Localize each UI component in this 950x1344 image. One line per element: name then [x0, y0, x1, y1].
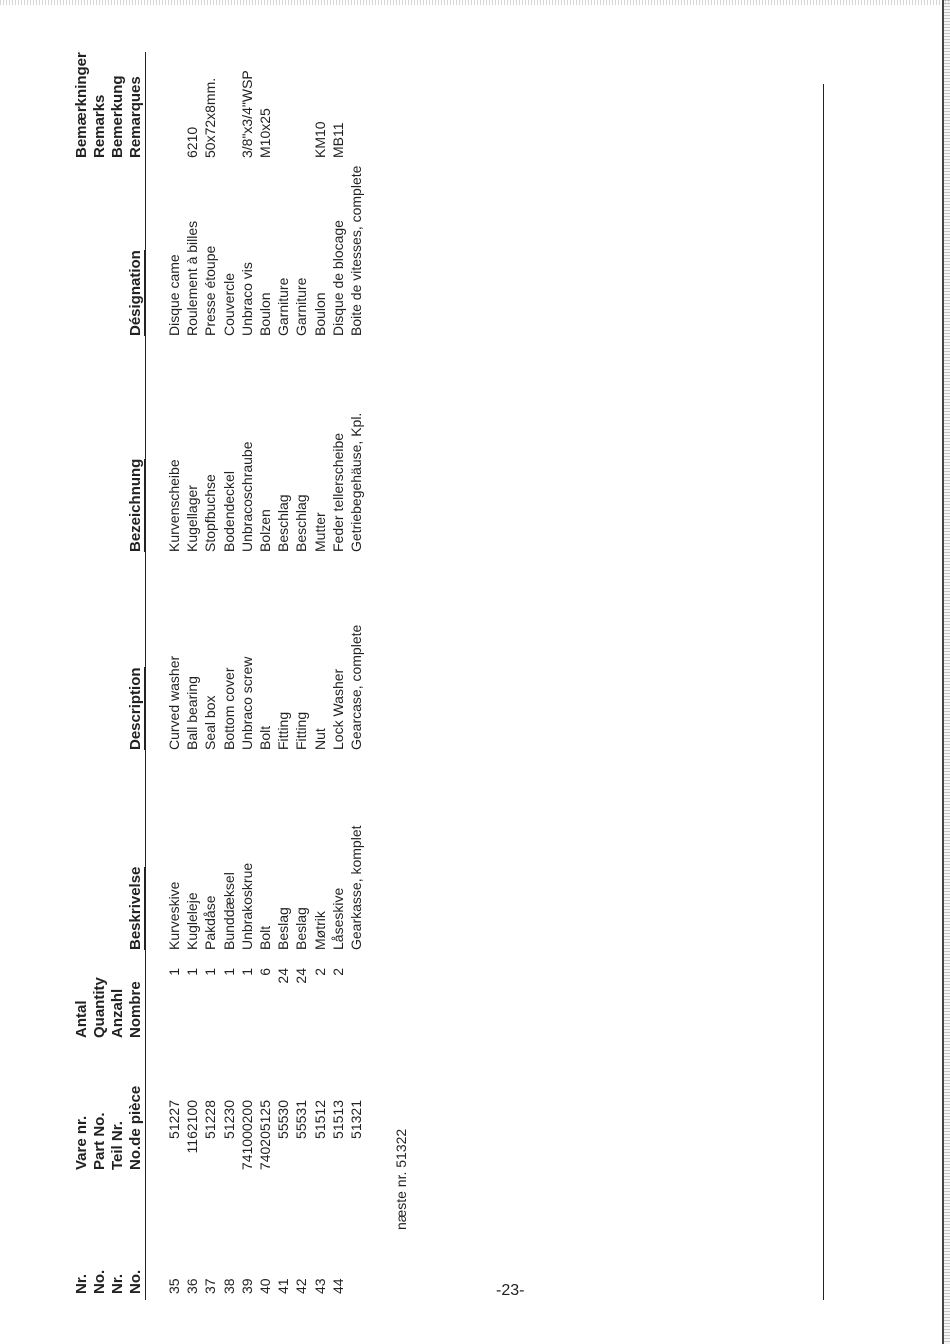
cell-da: Beslag — [293, 907, 310, 950]
cell-da: Unbrakoskrue — [238, 862, 255, 950]
cell-qty: 1 — [202, 968, 219, 976]
header-description: Description — [127, 667, 144, 750]
cell-part: 55530 — [275, 1100, 292, 1139]
cell-de: Unbracoschraube — [238, 441, 255, 552]
cell-fr: Boulon — [311, 292, 328, 336]
cell-fr: Disque de blocage — [329, 220, 346, 336]
cell-en: Seal box — [202, 695, 219, 750]
cell-en: Gearcase, complete — [348, 624, 364, 750]
cell-fr: Disque came — [166, 254, 182, 336]
cell-part: 1162100 — [184, 1100, 201, 1154]
cell-nr: 37 — [202, 1278, 219, 1294]
cell-qty: 1 — [166, 968, 182, 976]
cell-part: 51513 — [329, 1100, 346, 1139]
cell-da: Gearkasse, komplet — [348, 825, 364, 950]
header-beskrivelse: Beskrivelse — [127, 866, 144, 950]
cell-en: Fitting — [293, 711, 310, 750]
cell-qty: 2 — [311, 968, 328, 976]
cell-rem: KM10 — [311, 121, 328, 158]
header-designation: Désignation — [127, 250, 144, 336]
cell-en: Unbraco screw — [238, 656, 255, 750]
cell-nr: 43 — [311, 1278, 328, 1294]
header-bezeichnung: Bezeichnung — [127, 458, 144, 552]
cell-en: Bottom cover — [220, 667, 237, 750]
cell-fr: Roulement à billes — [184, 220, 201, 336]
cell-da: Pakdåse — [202, 895, 219, 950]
cell-rem: 6210 — [184, 126, 201, 158]
cell-qty: 2 — [329, 968, 346, 976]
next-number-note: næste nr. 51322 — [393, 1128, 409, 1230]
cell-fr: Garniture — [293, 277, 310, 336]
cell-part: 51230 — [220, 1100, 237, 1139]
cell-fr: Boite de vitesses, complete — [348, 165, 364, 336]
cell-fr: Garniture — [275, 277, 292, 336]
cell-qty: 24 — [275, 968, 292, 984]
cell-nr: 40 — [257, 1278, 273, 1294]
cell-de: Beschlag — [293, 494, 310, 552]
cell-part: 740205125 — [257, 1100, 273, 1171]
cell-de: Feder tellerscheibe — [329, 432, 346, 552]
header-quantity: Antal Quantity Anzahl Nombre — [73, 977, 144, 1038]
header-nr: Nr. No. Nr. No. — [73, 1269, 144, 1294]
cell-de: Mutter — [311, 512, 328, 552]
cell-qty: 1 — [238, 968, 255, 976]
page-number: -23- — [496, 1282, 525, 1299]
cell-qty: 6 — [257, 968, 273, 976]
cell-en: Lock Washer — [329, 668, 346, 750]
cell-fr: Couvercle — [220, 272, 237, 336]
scan-artifact-top — [0, 0, 950, 5]
header-remarks: Bemærkninger Remarks Bemerkung Remarques — [73, 52, 144, 158]
cell-de: Getriebegehäuse, Kpl. — [348, 412, 364, 552]
cell-da: Låseskive — [329, 887, 346, 950]
rotated-parts-table — [73, 52, 945, 1300]
cell-da: Kurveskive — [166, 881, 182, 950]
cell-nr: 41 — [275, 1278, 292, 1294]
cell-part: 51321 — [348, 1100, 364, 1139]
cell-rem: 50x72x8mm. — [202, 77, 219, 158]
cell-en: Curved washer — [166, 655, 182, 750]
cell-rem: MB11 — [329, 122, 346, 158]
cell-nr: 39 — [238, 1278, 255, 1294]
cell-da: Bolt — [257, 925, 273, 950]
cell-fr: Boulon — [257, 292, 273, 336]
cell-de: Beschlag — [275, 494, 292, 552]
cell-nr: 42 — [293, 1278, 310, 1294]
cell-qty: 1 — [220, 968, 237, 976]
cell-de: Bodendeckel — [220, 471, 237, 552]
cell-de: Bolzen — [257, 509, 273, 552]
cell-part: 51227 — [166, 1100, 182, 1139]
cell-de: Kugellager — [184, 485, 201, 552]
cell-en: Ball bearing — [184, 676, 201, 750]
header-part-no: Vare nr. Part No. Teil Nr. No.de pièce — [73, 1085, 144, 1170]
cell-part: 51512 — [311, 1100, 328, 1139]
cell-da: Bunddæksel — [220, 872, 237, 950]
table-bottom-rule — [823, 84, 824, 1300]
cell-da: Beslag — [275, 907, 292, 950]
cell-nr: 44 — [329, 1278, 346, 1294]
cell-en: Nut — [311, 728, 328, 750]
cell-fr: Presse étoupe — [202, 245, 219, 336]
cell-part: 741000200 — [238, 1100, 255, 1171]
cell-nr: 35 — [166, 1278, 182, 1294]
cell-rem: 3/8"x3/4"WSP — [238, 70, 255, 158]
cell-de: Kurvenscheibe — [166, 459, 182, 552]
cell-qty: 24 — [293, 968, 310, 984]
cell-da: Møtrik — [311, 911, 328, 950]
cell-de: Stopfbuchse — [202, 474, 219, 552]
cell-part: 51228 — [202, 1100, 219, 1139]
cell-fr: Unbraco vis — [238, 262, 255, 336]
cell-en: Bolt — [257, 725, 273, 750]
cell-da: Kugleleje — [184, 892, 201, 950]
cell-qty: 1 — [184, 968, 201, 976]
cell-part: 55531 — [293, 1100, 310, 1139]
cell-nr: 38 — [220, 1278, 237, 1294]
cell-nr: 36 — [184, 1278, 201, 1294]
cell-en: Fitting — [275, 711, 292, 750]
cell-rem: M10x25 — [257, 108, 273, 158]
